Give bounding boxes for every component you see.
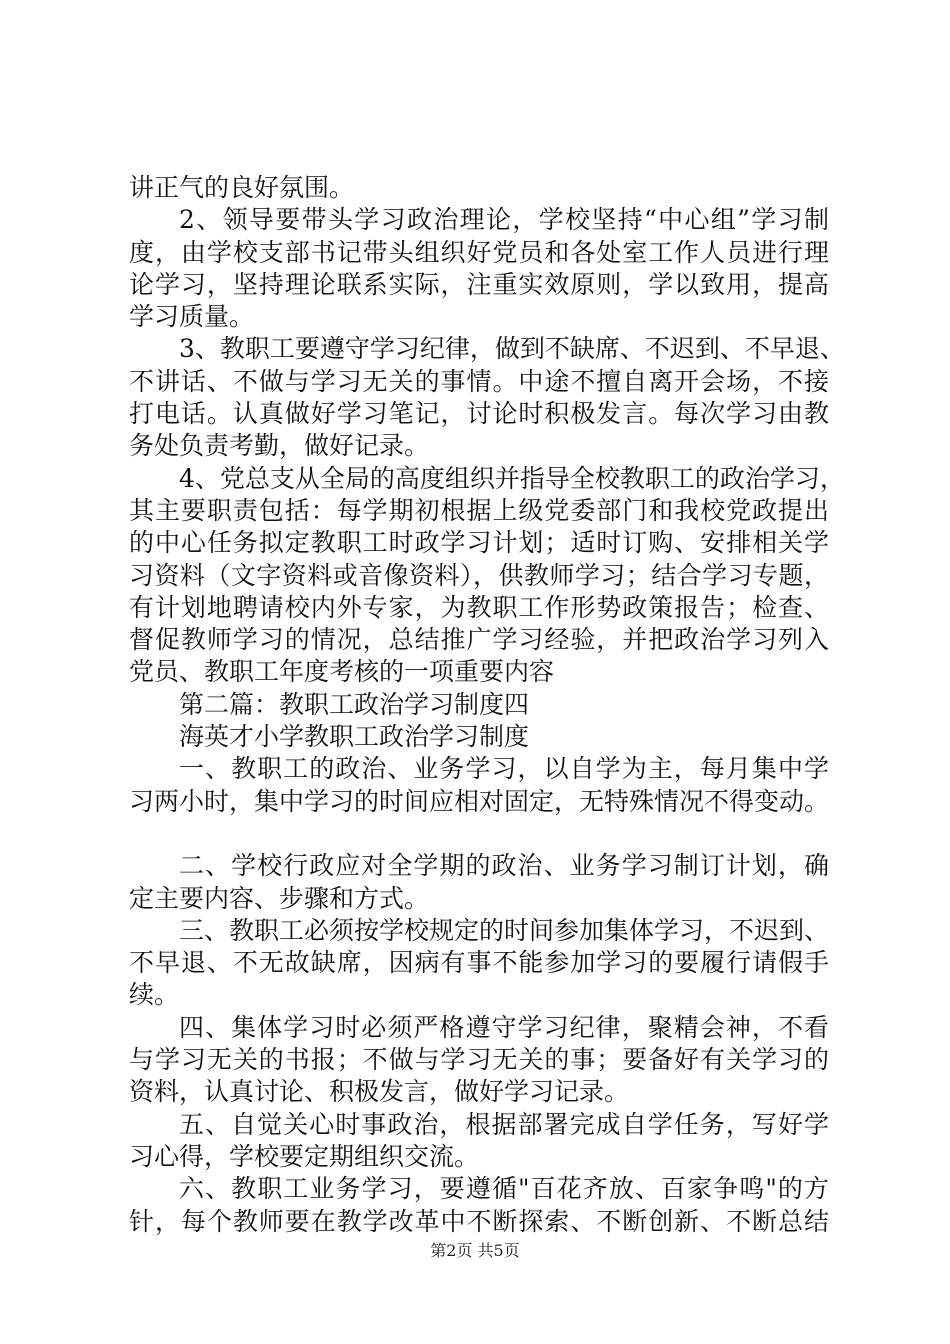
text-line: 的中心任务拟定教职工时政学习计划；适时订购、安排相关学 [129,528,829,558]
text-line: 度，由学校支部书记带头组织好党员和各处室工作人员进行理 [129,237,829,267]
document-title: 海英才小学教职工政治学习制度 [179,722,530,752]
text-line: 2、领导要带头学习政治理论，学校坚持“中心组”学习制 [179,205,829,235]
section-heading: 第二篇：教职工政治学习制度四 [179,689,530,719]
text-line: 资料，认真讨论、积极发言，做好学习记录。 [129,1077,630,1107]
text-line: 不讲话、不做与学习无关的事情。中途不擅自离开会场，不接 [129,366,829,396]
text-line: 续。 [129,980,180,1010]
text-line: 4、党总支从全局的高度组织并指导全校教职工的政治学习， [179,463,845,493]
text-line: 党员、教职工年度考核的一项重要内容 [129,657,555,687]
text-line: 不早退、不无故缺席，因病有事不能参加学习的要履行请假手 [129,948,829,978]
document-body [129,172,845,1238]
text-line: 其主要职责包括：每学期初根据上级党委部门和我校党政提出 [129,495,829,525]
text-line: 习心得，学校要定期组织交流。 [129,1141,480,1171]
text-line: 3、教职工要遵守学习纪律，做到不缺席、不迟到、不早退、 [179,334,845,364]
text-line: 务处负责考勤，做好记录。 [129,431,430,461]
text-line: 与学习无关的书报；不做与学习无关的事；要备好有关学习的 [129,1045,829,1075]
text-line: 三、教职工必须按学校规定的时间参加集体学习，不迟到、 [179,915,830,945]
text-line: 督促教师学习的情况，总结推广学习经验，并把政治学习列入 [129,625,829,655]
text-line: 论学习，坚持理论联系实际，注重实效原则，学以致用，提高 [129,269,829,299]
page-footer: 第2页 共5页 [430,1241,520,1260]
text-line: 二、学校行政应对全学期的政治、业务学习制订计划，确 [179,851,829,881]
text-line: 学习质量。 [129,302,255,332]
text-line: 六、教职工业务学习，要遵循"百花齐放、百家争鸣"的方 [179,1174,829,1204]
text-line: 五、自觉关心时事政治，根据部署完成自学任务，写好学 [179,1109,829,1139]
text-line: 定主要内容、步骤和方式。 [129,883,430,913]
text-line: 一、教职工的政治、业务学习，以自学为主，每月集中学 [179,754,829,784]
text-line: 有计划地聘请校内外专家，为教职工作形势政策报告；检查、 [129,592,829,622]
text-line: 四、集体学习时必须严格遵守学习纪律，聚精会神，不看 [179,1012,829,1042]
text-line: 习两小时，集中学习的时间应相对固定，无特殊情况不得变动。 [129,786,830,816]
text-line: 习资料（文字资料或音像资料），供教师学习；结合学习专题， [129,560,829,590]
text-line: 针，每个教师要在教学改革中不断探索、不断创新、不断总结 [129,1206,829,1236]
text-line: 打电话。认真做好学习笔记，讨论时积极发言。每次学习由教 [129,399,829,429]
blank-line [129,818,829,850]
text-line: 讲正气的良好氛围。 [129,173,355,202]
